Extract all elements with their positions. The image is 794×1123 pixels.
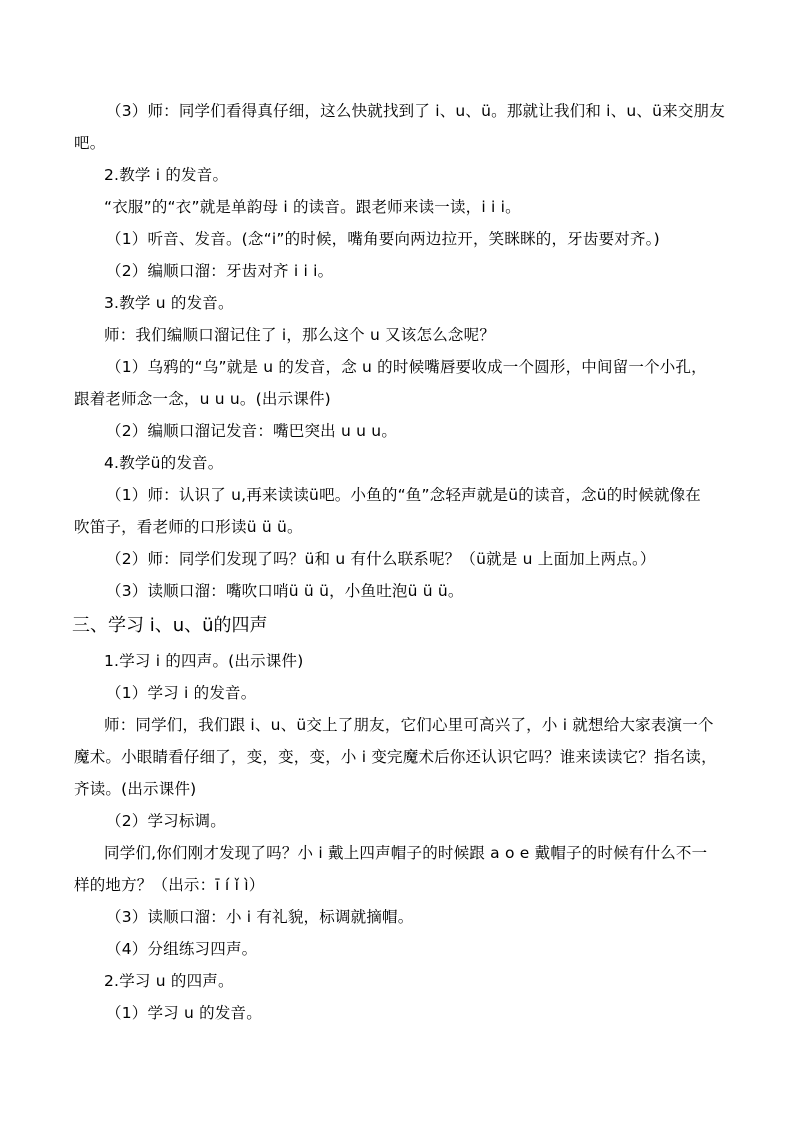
section-subheading: 1.学习 i 的四声。(出示课件) xyxy=(104,652,304,670)
paragraph-line: （1）听音、发音。(念“i”的时候，嘴角要向两边拉开，笑眯眯的，牙齿要对齐。) xyxy=(106,230,660,248)
paragraph-line: （2）编顺口溜：牙齿对齐 i i i。 xyxy=(106,262,334,280)
paragraph-line: （3）读顺口溜：小 i 有礼貌，标调就摘帽。 xyxy=(106,908,414,926)
paragraph-line: （1）学习 u 的发音。 xyxy=(106,1004,262,1022)
paragraph-line: 齐读。(出示课件) xyxy=(74,780,197,798)
paragraph-line: （1）乌鸦的“乌”就是 u 的发音，念 u 的时候嘴唇要收成一个圆形，中间留一个小孔， xyxy=(106,358,707,376)
section-heading: 三、学习 i、u、ü的四声 xyxy=(72,615,268,636)
paragraph-line: （1）学习 i 的发音。 xyxy=(106,684,257,702)
paragraph-line: 魔术。小眼睛看仔细了，变，变，变，小 i 变完魔术后你还认识它吗？谁来读读它？指名读， xyxy=(74,748,717,766)
paragraph-line: （1）师：认识了 u,再来读读ü吧。小鱼的“鱼”念轻声就是ü的读音，念ü的时候就像在 xyxy=(106,486,701,504)
paragraph-line: “衣服”的“衣”就是单韵母 i 的读音。跟老师来读一读，i i i。 xyxy=(104,198,521,216)
paragraph-line: 师：我们编顺口溜记住了 i，那么这个 u 又该怎么念呢？ xyxy=(104,326,496,344)
paragraph-line: 同学们,你们刚才发现了吗？小 i 戴上四声帽子的时候跟 a o e 戴帽子的时候有什么不一 xyxy=(104,844,708,862)
section-subheading: 2.学习 u 的四声。 xyxy=(104,972,234,990)
paragraph-line: 师：同学们，我们跟 i、u、ü交上了朋友，它们心里可高兴了，小 i 就想给大家表演一个 xyxy=(104,716,714,734)
section-subheading: 4.教学ü的发音。 xyxy=(104,454,224,472)
paragraph-line: 样的地方？（出示：ī í ǐ ì） xyxy=(74,876,265,894)
paragraph-line: （4）分组练习四声。 xyxy=(106,940,258,958)
paragraph-line: 吹笛子，看老师的口形读ü ü ü。 xyxy=(74,518,303,536)
section-subheading: 3.教学 u 的发音。 xyxy=(104,294,234,312)
paragraph-line: （3）师：同学们看得真仔细，这么快就找到了 i、u、ü。那就让我们和 i、u、ü来交朋友 xyxy=(106,102,725,120)
paragraph-line: （2）学习标调。 xyxy=(106,812,226,830)
section-subheading: 2.教学 i 的发音。 xyxy=(104,166,229,184)
paragraph-line: 跟着老师念一念，u u u。(出示课件) xyxy=(74,390,331,408)
paragraph-line: （3）读顺口溜：嘴吹口哨ü ü ü，小鱼吐泡ü ü ü。 xyxy=(106,582,464,600)
paragraph-line: （2）编顺口溜记发音：嘴巴突出 u u u。 xyxy=(106,422,398,440)
paragraph-line: （2）师：同学们发现了吗？ü和 u 有什么联系呢？（ü就是 u 上面加上两点。） xyxy=(106,550,656,568)
paragraph-line: 吧。 xyxy=(74,134,106,152)
